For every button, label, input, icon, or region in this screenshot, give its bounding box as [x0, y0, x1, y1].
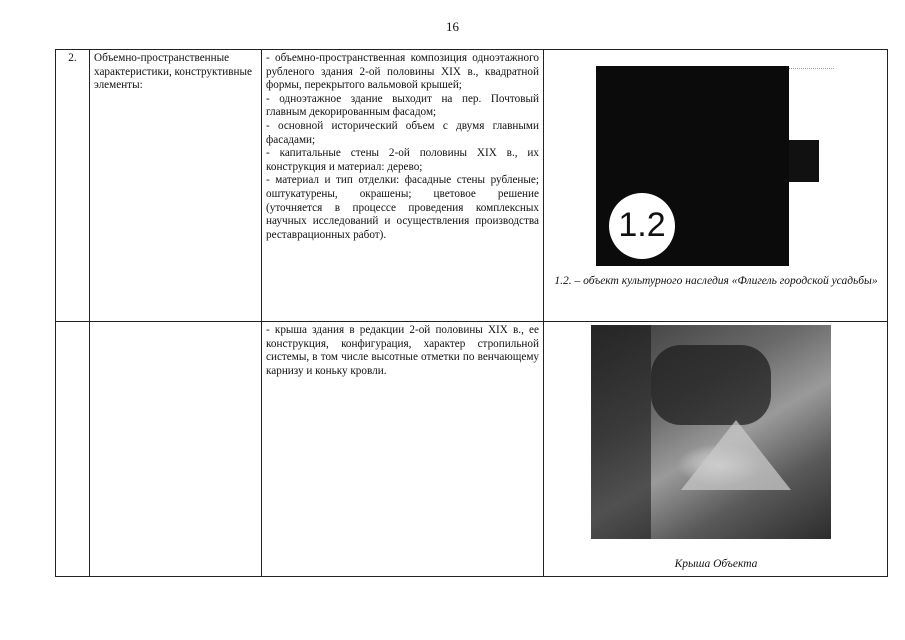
table-row	[56, 322, 888, 577]
row-title: Объемно-пространственные характеристики, конструктивные элементы:	[90, 50, 262, 322]
photo-caption: 1.2. – объект культурного наследия «Флигель городской усадьбы»	[554, 275, 878, 287]
image-cell	[544, 50, 888, 322]
roof-photo	[591, 325, 831, 539]
list-item: - основной исторический объем с двумя главными фасадами;	[266, 119, 539, 146]
row-title	[90, 322, 262, 577]
list-item: - капитальные стены 2-ой половины XIX в., их конструкция и материал: дерево;	[266, 147, 539, 173]
row-number: 2.	[56, 50, 90, 322]
heritage-table	[55, 49, 888, 577]
list-item: - одноэтажное здание выходит на пер. Почтовый главным декорированным фасадом;	[266, 92, 539, 119]
list-item: - крыша здания в редакции 2-ой половины XIX в., ее конструкция, конфигурация, характер стропильной системы, в том числе высотные отметки по венчающему карнизу и коньку кровли.	[266, 324, 539, 377]
page-number: 16	[446, 19, 459, 34]
row-number	[56, 322, 90, 577]
photo-label: 1.2	[609, 193, 675, 259]
photo-caption: Крыша Объекта	[674, 558, 758, 570]
row-description	[262, 322, 544, 577]
list-item: - объемно-пространственная композиция одноэтажного рубленого здания 2-ой половины XIX в., квадратной формы, перекрытого вальмовой крышей;	[266, 52, 539, 92]
building-plan-photo	[574, 60, 822, 274]
image-cell	[544, 322, 888, 577]
table-row	[56, 50, 888, 322]
list-item: - материал и тип отделки: фасадные стены рубленые; оштукатурены, окрашены; цветовое решение (уточняется в процессе проведения комплексных научных исследований и осуществления производства реставрационных работ).	[266, 174, 539, 241]
row-description	[262, 50, 544, 322]
